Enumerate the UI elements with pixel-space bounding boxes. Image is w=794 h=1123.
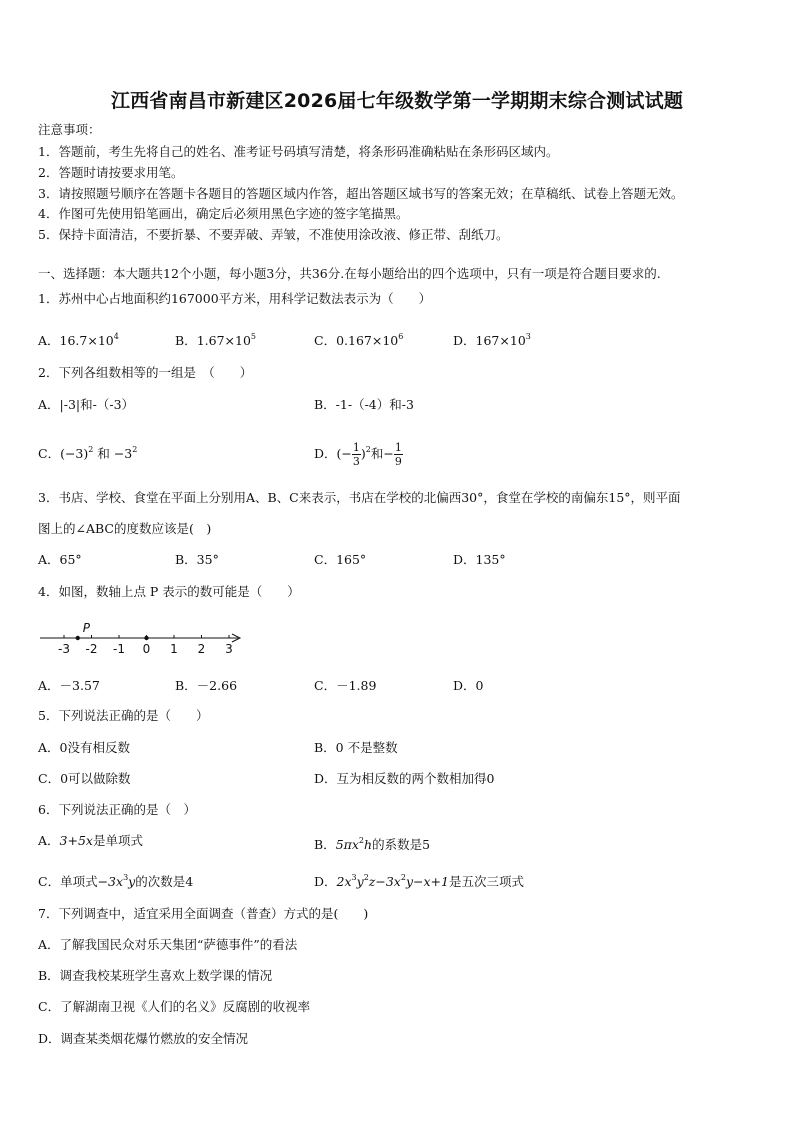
question-3-stem-line-2: 图上的∠ABC的度数应该是( ): [38, 521, 212, 536]
option-math: (−: [336, 446, 352, 461]
option-text: 和−: [370, 446, 394, 461]
q7-option-d: D．调查某类烟花爆竹燃放的安全情况: [38, 1031, 249, 1046]
question-3-stem-line-1: 3．书店、学校、食堂在平面上分别用A、B、C来表示，书店在学校的北偏西30°，食堂在学校的南偏东15°，则平面: [38, 490, 681, 505]
question-2-stem: 2．下列各组数相等的一组是 （ ）: [38, 365, 253, 380]
option-math: y: [128, 874, 136, 889]
q6-option-b: [314, 832, 430, 854]
option-math: h: [364, 837, 373, 852]
exponent: 2: [132, 445, 138, 454]
exponent: 2: [358, 836, 364, 845]
q3-option-a: A．65°: [38, 552, 82, 567]
q7-option-a: A．了解我国民众对乐天集团“萨德事件”的看法: [38, 937, 298, 952]
q1-option-c: [314, 328, 403, 350]
notice-item-5: 5．保持卡面清洁，不要折暴、不要弄破、弄皱，不准使用涂改液、修正带、刮纸刀。: [38, 227, 509, 242]
question-7-stem: 7．下列调查中，适宜采用全面调查（普查）方式的是( ): [38, 906, 369, 921]
q5-option-d: D．互为相反数的两个数相加得0: [314, 771, 495, 786]
exponent: 2: [365, 445, 371, 454]
notice-item-4: 4．作图可先使用铅笔画出，确定后必须用黑色字迹的签字笔描黑。: [38, 206, 409, 221]
option-text: 的次数是4: [135, 874, 194, 889]
option-text: 是五次三项式: [448, 874, 524, 889]
option-math: (−3): [60, 446, 89, 461]
option-label: C．: [38, 446, 61, 461]
q3-option-b: B．35°: [175, 552, 219, 567]
exponent: 4: [113, 332, 119, 341]
q1-option-b: [175, 328, 256, 350]
tick-label: 2: [197, 642, 206, 656]
q4-option-a: A．－3.57: [38, 678, 100, 693]
q4-option-b: B．－2.66: [175, 678, 238, 693]
numerator: 1: [394, 441, 402, 454]
option-math: −3x: [97, 874, 124, 889]
option-math: 167×10: [475, 333, 526, 348]
option-math: 16.7×10: [59, 333, 114, 348]
option-math: ): [360, 446, 366, 461]
tick-label: -1: [113, 642, 125, 656]
denominator: 3: [352, 455, 360, 468]
q2-option-a: A．|-3|和-（-3）: [38, 397, 135, 412]
fraction-one-third: [352, 441, 361, 468]
exponent: 5: [250, 332, 256, 341]
notice-heading: 注意事项：: [38, 122, 101, 137]
tick-label: -2: [85, 642, 98, 656]
notice-item-3: 3．请按照题号顺序在答题卡各题目的答题区域内作答，超出答题区域书写的答案无效；在草稿纸、试卷上答题无效。: [38, 186, 684, 201]
tick-label: -3: [58, 642, 70, 656]
exam-title: 江西省南昌市新建区2026届七年级数学第一学期期末综合测试试题: [110, 90, 684, 112]
exponent: 3: [351, 873, 357, 882]
q2-option-b: B．-1-（-4）和-3: [314, 397, 414, 412]
q4-option-c: C．－1.89: [314, 678, 377, 693]
option-math: y: [356, 874, 364, 889]
section-heading: 一、选择题：本大题共12个小题，每小题3分，共36分.在每小题给出的四个选项中，只有一项是符合题目要求的.: [38, 266, 661, 281]
option-label: A．: [38, 833, 60, 848]
option-label: D．: [314, 874, 337, 889]
exponent: 3: [123, 873, 129, 882]
q4-option-d: D．0: [453, 678, 484, 693]
question-1-stem: 1．苏州中心占地面积约167000平方米，用科学记数法表示为（ ）: [38, 291, 432, 306]
q6-option-c: [38, 869, 193, 891]
q5-option-b: B．0 不是整数: [314, 740, 398, 755]
exponent: 3: [525, 332, 531, 341]
q3-option-c: C．165°: [314, 552, 367, 567]
option-math: y−x+1: [405, 874, 449, 889]
q1-option-d: [453, 328, 531, 350]
option-label: C．: [314, 333, 337, 348]
option-label: D．: [314, 446, 337, 461]
point-p-label: P: [82, 621, 90, 635]
q1-option-a: [38, 328, 119, 350]
question-6-stem: 6．下列说法正确的是（ ）: [38, 802, 196, 817]
option-math: 3+5x: [59, 833, 93, 848]
notice-item-1: 1．答题前，考生先将自己的姓名、准考证号码填写清楚，将条形码准确粘贴在条形码区域内。: [38, 144, 559, 159]
exponent: 2: [363, 873, 369, 882]
tick-label: 1: [170, 642, 178, 656]
option-label: C．单项式: [38, 874, 98, 889]
q5-option-c: C．0可以做除数: [38, 771, 131, 786]
exponent: 2: [400, 873, 406, 882]
option-math: −3: [113, 446, 133, 461]
q6-option-a: [38, 832, 143, 850]
q2-option-c: [38, 441, 137, 463]
fraction-one-ninth: [394, 441, 403, 468]
option-math: z−3x: [368, 874, 401, 889]
option-label: B．: [314, 837, 336, 852]
option-math: 5πx: [335, 837, 359, 852]
question-4-stem: 4．如图，数轴上点 P 表示的数可能是（ ）: [38, 584, 300, 599]
option-math: 2x: [336, 874, 352, 889]
q5-option-a: A．0没有相反数: [38, 740, 130, 755]
option-label: D．: [453, 333, 476, 348]
option-math: 0.167×10: [336, 333, 399, 348]
tick-label: 3: [225, 642, 233, 656]
q7-option-b: B．调查我校某班学生喜欢上数学课的情况: [38, 968, 273, 983]
q3-option-d: D．135°: [453, 552, 506, 567]
number-line-point: [76, 636, 80, 640]
notice-item-2: 2．答题时请按要求用笔。: [38, 165, 184, 180]
q2-option-d: [314, 432, 403, 472]
question-5-stem: 5．下列说法正确的是（ ）: [38, 708, 209, 723]
option-label: B．: [175, 333, 197, 348]
numerator: 1: [352, 441, 360, 454]
exponent: 6: [398, 332, 404, 341]
denominator: 9: [394, 455, 402, 468]
option-math: 1.67×10: [196, 333, 251, 348]
q7-option-c: C．了解湖南卫视《人们的名义》反腐剧的收视率: [38, 999, 311, 1014]
number-line-figure: [38, 618, 248, 658]
exponent: 2: [88, 445, 94, 454]
option-label: A．: [38, 333, 60, 348]
number-line-point: [144, 636, 148, 640]
q6-option-d: [314, 869, 524, 891]
option-text: 是单项式: [92, 833, 143, 848]
option-text: 和: [93, 446, 114, 461]
tick-label: 0: [142, 642, 151, 656]
option-text: 的系数是5: [372, 837, 431, 852]
